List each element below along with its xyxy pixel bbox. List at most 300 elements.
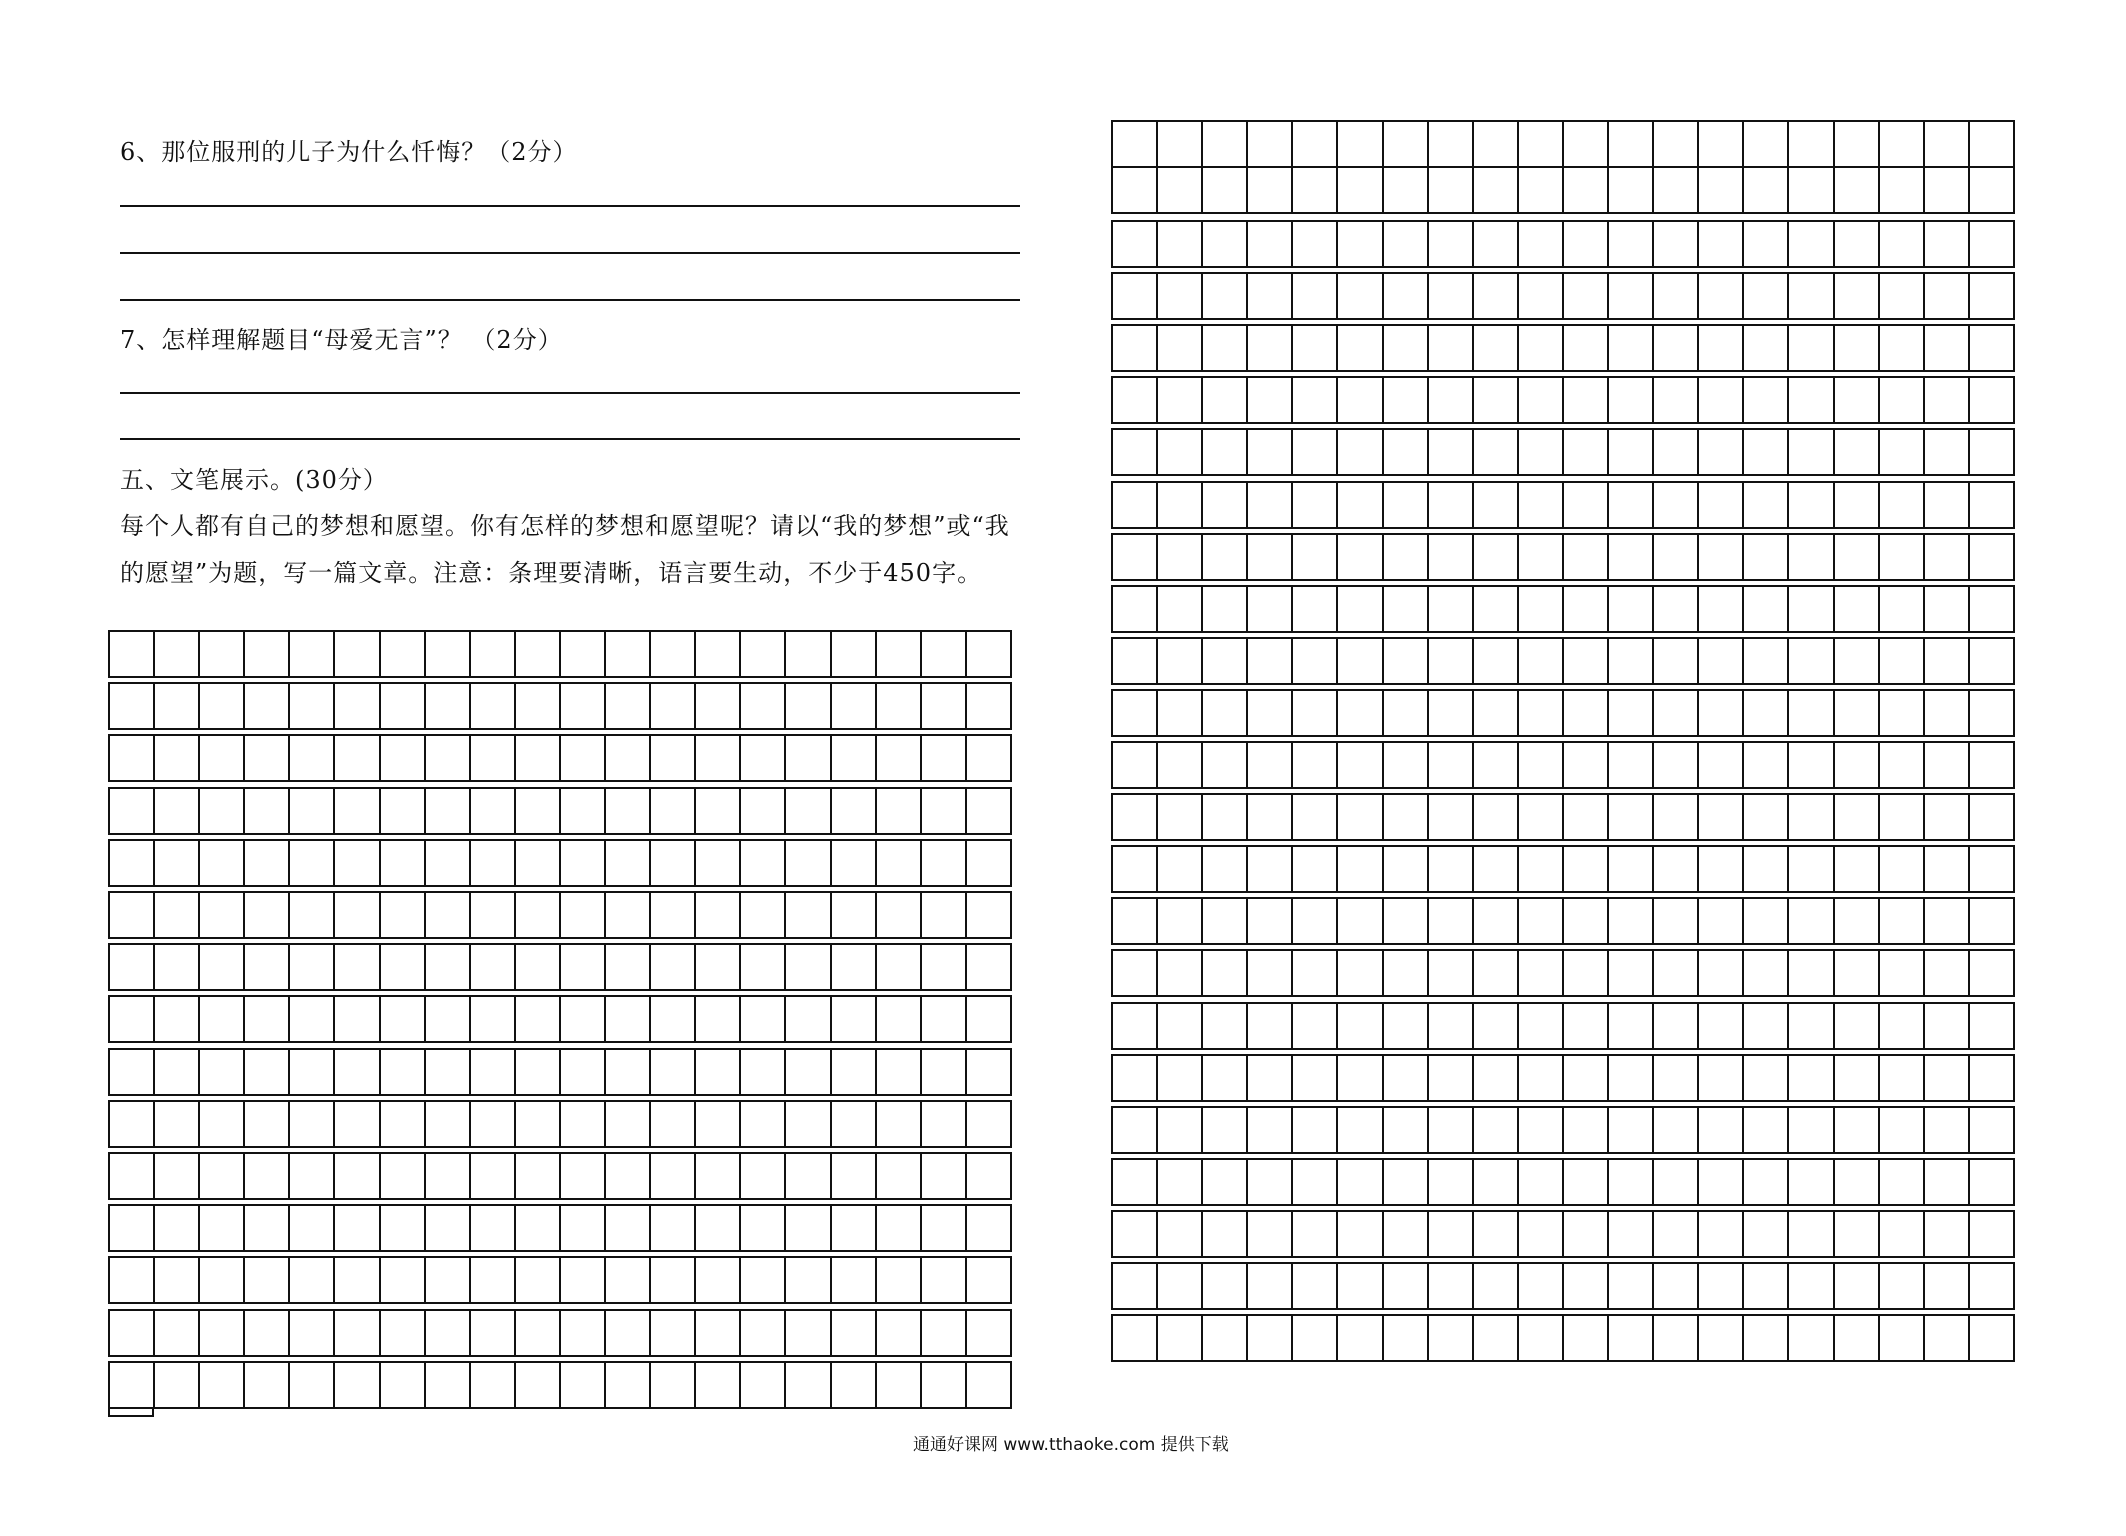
grid-cell[interactable] [1699, 222, 1744, 266]
grid-cell[interactable] [561, 1258, 606, 1302]
grid-cell[interactable] [741, 893, 786, 937]
grid-cell[interactable] [155, 841, 200, 885]
grid-cell[interactable] [155, 1102, 200, 1146]
grid-cell[interactable] [1293, 743, 1338, 787]
grid-cell[interactable] [1158, 222, 1203, 266]
grid-cell[interactable] [1158, 639, 1203, 683]
grid-cell[interactable] [1384, 587, 1429, 631]
grid-cell[interactable] [335, 1050, 380, 1094]
grid-cell[interactable] [1429, 899, 1474, 943]
grid-cell[interactable] [1519, 326, 1564, 370]
grid-cell[interactable] [967, 1102, 1012, 1146]
grid-cell[interactable] [1835, 483, 1880, 527]
grid-cell[interactable] [786, 632, 831, 676]
grid-cell[interactable] [335, 893, 380, 937]
grid-cell[interactable] [1293, 1316, 1338, 1360]
grid-cell[interactable] [1474, 1056, 1519, 1100]
grid-cell[interactable] [426, 1154, 471, 1198]
grid-cell[interactable] [1338, 1212, 1383, 1256]
grid-cell[interactable] [110, 1258, 155, 1302]
grid-cell[interactable] [1474, 1160, 1519, 1204]
grid-cell[interactable] [1158, 587, 1203, 631]
grid-cell[interactable] [922, 1311, 967, 1355]
grid-cell[interactable] [1654, 1004, 1699, 1048]
grid-cell[interactable] [1609, 795, 1654, 839]
grid-cell[interactable] [1970, 1004, 2015, 1048]
grid-cell[interactable] [1925, 639, 1970, 683]
grid-cell[interactable] [1384, 168, 1429, 212]
grid-cell[interactable] [290, 1102, 335, 1146]
grid-cell[interactable] [245, 1050, 290, 1094]
grid-cell[interactable] [110, 1206, 155, 1250]
grid-cell[interactable] [967, 893, 1012, 937]
grid-cell[interactable] [606, 684, 651, 728]
grid-cell[interactable] [155, 632, 200, 676]
grid-cell[interactable] [1384, 378, 1429, 422]
grid-cell[interactable] [1474, 483, 1519, 527]
grid-cell[interactable] [1564, 1212, 1609, 1256]
grid-cell[interactable] [1699, 483, 1744, 527]
grid-cell[interactable] [516, 1258, 561, 1302]
grid-cell[interactable] [832, 841, 877, 885]
grid-cell[interactable] [1384, 639, 1429, 683]
grid-cell[interactable] [245, 1206, 290, 1250]
grid-cell[interactable] [1925, 222, 1970, 266]
grid-cell[interactable] [877, 1258, 922, 1302]
grid-cell[interactable] [1293, 483, 1338, 527]
grid-cell[interactable] [1925, 795, 1970, 839]
grid-cell[interactable] [1564, 274, 1609, 318]
grid-cell[interactable] [1384, 122, 1429, 166]
grid-cell[interactable] [1429, 430, 1474, 474]
grid-cell[interactable] [1158, 1056, 1203, 1100]
grid-cell[interactable] [290, 632, 335, 676]
grid-cell[interactable] [1248, 1264, 1293, 1308]
grid-cell[interactable] [1835, 326, 1880, 370]
grid-cell[interactable] [741, 789, 786, 833]
grid-cell[interactable] [1835, 168, 1880, 212]
grid-cell[interactable] [1654, 222, 1699, 266]
grid-cell[interactable] [1203, 430, 1248, 474]
grid-cell[interactable] [561, 997, 606, 1041]
grid-cell[interactable] [516, 997, 561, 1041]
grid-cell[interactable] [1699, 535, 1744, 579]
grid-cell[interactable] [1429, 795, 1474, 839]
grid-cell[interactable] [1744, 1108, 1789, 1152]
grid-cell[interactable] [1384, 326, 1429, 370]
grid-cell[interactable] [651, 1206, 696, 1250]
grid-cell[interactable] [1835, 1004, 1880, 1048]
grid-cell[interactable] [1744, 847, 1789, 891]
grid-cell[interactable] [1744, 274, 1789, 318]
grid-cell[interactable] [1835, 535, 1880, 579]
grid-cell[interactable] [1970, 1108, 2015, 1152]
grid-cell[interactable] [1609, 1004, 1654, 1048]
grid-cell[interactable] [1338, 899, 1383, 943]
grid-cell[interactable] [1338, 847, 1383, 891]
grid-cell[interactable] [1699, 168, 1744, 212]
grid-cell[interactable] [155, 1258, 200, 1302]
grid-cell[interactable] [290, 997, 335, 1041]
grid-cell[interactable] [1699, 1316, 1744, 1360]
grid-cell[interactable] [1654, 483, 1699, 527]
grid-cell[interactable] [1519, 1004, 1564, 1048]
grid-cell[interactable] [1519, 691, 1564, 735]
grid-cell[interactable] [606, 789, 651, 833]
grid-cell[interactable] [1474, 1108, 1519, 1152]
grid-cell[interactable] [1519, 430, 1564, 474]
grid-cell[interactable] [381, 1102, 426, 1146]
grid-cell[interactable] [335, 1102, 380, 1146]
grid-cell[interactable] [1384, 847, 1429, 891]
grid-cell[interactable] [1203, 639, 1248, 683]
grid-cell[interactable] [1474, 899, 1519, 943]
grid-cell[interactable] [1564, 1160, 1609, 1204]
grid-cell[interactable] [1519, 378, 1564, 422]
grid-cell[interactable] [335, 945, 380, 989]
grid-cell[interactable] [1789, 1056, 1834, 1100]
grid-cell[interactable] [922, 1050, 967, 1094]
grid-cell[interactable] [108, 1407, 154, 1417]
grid-cell[interactable] [290, 1311, 335, 1355]
grid-cell[interactable] [1474, 274, 1519, 318]
grid-cell[interactable] [1338, 1056, 1383, 1100]
grid-cell[interactable] [1970, 326, 2015, 370]
grid-cell[interactable] [471, 632, 516, 676]
grid-cell[interactable] [967, 632, 1012, 676]
grid-cell[interactable] [1835, 378, 1880, 422]
grid-cell[interactable] [1474, 1316, 1519, 1360]
grid-cell[interactable] [1880, 1264, 1925, 1308]
answer-line[interactable] [120, 392, 1020, 394]
grid-cell[interactable] [1654, 535, 1699, 579]
grid-cell[interactable] [471, 841, 516, 885]
grid-cell[interactable] [1158, 326, 1203, 370]
grid-cell[interactable] [922, 945, 967, 989]
grid-cell[interactable] [1203, 378, 1248, 422]
grid-cell[interactable] [1429, 1108, 1474, 1152]
answer-line[interactable] [120, 438, 1020, 440]
grid-cell[interactable] [1654, 951, 1699, 995]
grid-cell[interactable] [741, 1154, 786, 1198]
grid-cell[interactable] [426, 841, 471, 885]
answer-line[interactable] [120, 252, 1020, 254]
grid-cell[interactable] [651, 997, 696, 1041]
grid-cell[interactable] [1925, 168, 1970, 212]
grid-cell[interactable] [1474, 951, 1519, 995]
grid-cell[interactable] [1609, 1316, 1654, 1360]
grid-cell[interactable] [832, 1102, 877, 1146]
grid-cell[interactable] [1474, 1264, 1519, 1308]
grid-cell[interactable] [561, 841, 606, 885]
grid-cell[interactable] [155, 789, 200, 833]
grid-cell[interactable] [110, 789, 155, 833]
grid-cell[interactable] [245, 1258, 290, 1302]
grid-cell[interactable] [1248, 1212, 1293, 1256]
grid-cell[interactable] [1384, 795, 1429, 839]
grid-cell[interactable] [335, 1258, 380, 1302]
grid-cell[interactable] [1429, 587, 1474, 631]
grid-cell[interactable] [1925, 951, 1970, 995]
grid-cell[interactable] [1113, 168, 1158, 212]
grid-cell[interactable] [1654, 274, 1699, 318]
grid-cell[interactable] [1474, 847, 1519, 891]
grid-cell[interactable] [1203, 1056, 1248, 1100]
grid-cell[interactable] [1338, 535, 1383, 579]
grid-cell[interactable] [1835, 222, 1880, 266]
grid-cell[interactable] [1113, 951, 1158, 995]
grid-cell[interactable] [516, 945, 561, 989]
grid-cell[interactable] [1293, 1004, 1338, 1048]
grid-cell[interactable] [1744, 122, 1789, 166]
grid-cell[interactable] [471, 893, 516, 937]
grid-cell[interactable] [1835, 274, 1880, 318]
grid-cell[interactable] [1789, 1160, 1834, 1204]
grid-cell[interactable] [1925, 1212, 1970, 1256]
grid-cell[interactable] [1203, 587, 1248, 631]
grid-cell[interactable] [1293, 1212, 1338, 1256]
grid-cell[interactable] [1699, 274, 1744, 318]
grid-cell[interactable] [1203, 1004, 1248, 1048]
grid-cell[interactable] [1203, 274, 1248, 318]
grid-cell[interactable] [561, 1363, 606, 1407]
grid-cell[interactable] [741, 945, 786, 989]
grid-cell[interactable] [1158, 1264, 1203, 1308]
grid-cell[interactable] [1519, 122, 1564, 166]
grid-cell[interactable] [335, 632, 380, 676]
grid-cell[interactable] [290, 1363, 335, 1407]
grid-cell[interactable] [1699, 847, 1744, 891]
grid-cell[interactable] [967, 1258, 1012, 1302]
grid-cell[interactable] [110, 632, 155, 676]
grid-cell[interactable] [832, 1206, 877, 1250]
grid-cell[interactable] [1248, 743, 1293, 787]
grid-cell[interactable] [1384, 1056, 1429, 1100]
grid-cell[interactable] [1880, 743, 1925, 787]
grid-cell[interactable] [155, 1363, 200, 1407]
grid-cell[interactable] [651, 632, 696, 676]
grid-cell[interactable] [1789, 639, 1834, 683]
grid-cell[interactable] [1519, 274, 1564, 318]
grid-cell[interactable] [1248, 326, 1293, 370]
grid-cell[interactable] [1338, 274, 1383, 318]
grid-cell[interactable] [1338, 1264, 1383, 1308]
grid-cell[interactable] [426, 684, 471, 728]
grid-cell[interactable] [1338, 691, 1383, 735]
grid-cell[interactable] [1564, 168, 1609, 212]
grid-cell[interactable] [696, 841, 741, 885]
grid-cell[interactable] [967, 684, 1012, 728]
grid-cell[interactable] [1338, 1108, 1383, 1152]
grid-cell[interactable] [832, 1363, 877, 1407]
grid-cell[interactable] [1654, 639, 1699, 683]
grid-cell[interactable] [1609, 847, 1654, 891]
grid-cell[interactable] [335, 736, 380, 780]
grid-cell[interactable] [1925, 691, 1970, 735]
grid-cell[interactable] [922, 893, 967, 937]
grid-cell[interactable] [200, 684, 245, 728]
grid-cell[interactable] [1564, 430, 1609, 474]
grid-cell[interactable] [1429, 326, 1474, 370]
grid-cell[interactable] [1880, 274, 1925, 318]
grid-cell[interactable] [1384, 1316, 1429, 1360]
grid-cell[interactable] [1609, 743, 1654, 787]
grid-cell[interactable] [877, 945, 922, 989]
grid-cell[interactable] [877, 997, 922, 1041]
grid-cell[interactable] [1880, 1212, 1925, 1256]
grid-cell[interactable] [381, 1258, 426, 1302]
grid-cell[interactable] [200, 789, 245, 833]
grid-cell[interactable] [245, 1102, 290, 1146]
grid-cell[interactable] [606, 945, 651, 989]
grid-cell[interactable] [1429, 122, 1474, 166]
grid-cell[interactable] [1429, 222, 1474, 266]
grid-cell[interactable] [1970, 168, 2015, 212]
grid-cell[interactable] [922, 1258, 967, 1302]
grid-cell[interactable] [1429, 274, 1474, 318]
grid-cell[interactable] [1474, 1004, 1519, 1048]
grid-cell[interactable] [1158, 1108, 1203, 1152]
grid-cell[interactable] [1203, 1264, 1248, 1308]
grid-cell[interactable] [561, 632, 606, 676]
grid-cell[interactable] [877, 1154, 922, 1198]
grid-cell[interactable] [1203, 1316, 1248, 1360]
grid-cell[interactable] [245, 997, 290, 1041]
grid-cell[interactable] [1880, 222, 1925, 266]
grid-cell[interactable] [516, 1154, 561, 1198]
grid-cell[interactable] [1203, 847, 1248, 891]
grid-cell[interactable] [290, 789, 335, 833]
grid-cell[interactable] [1158, 168, 1203, 212]
grid-cell[interactable] [922, 1102, 967, 1146]
grid-cell[interactable] [1519, 168, 1564, 212]
grid-cell[interactable] [1835, 430, 1880, 474]
grid-cell[interactable] [741, 1206, 786, 1250]
grid-cell[interactable] [1789, 430, 1834, 474]
grid-cell[interactable] [606, 841, 651, 885]
grid-cell[interactable] [1158, 483, 1203, 527]
grid-cell[interactable] [1744, 743, 1789, 787]
grid-cell[interactable] [1338, 1004, 1383, 1048]
grid-cell[interactable] [1880, 378, 1925, 422]
grid-cell[interactable] [1564, 378, 1609, 422]
grid-cell[interactable] [1835, 691, 1880, 735]
grid-cell[interactable] [1835, 587, 1880, 631]
grid-cell[interactable] [832, 789, 877, 833]
grid-cell[interactable] [1203, 535, 1248, 579]
grid-cell[interactable] [1384, 274, 1429, 318]
grid-cell[interactable] [561, 1050, 606, 1094]
grid-cell[interactable] [1564, 795, 1609, 839]
grid-cell[interactable] [606, 1154, 651, 1198]
grid-cell[interactable] [335, 1154, 380, 1198]
grid-cell[interactable] [1654, 326, 1699, 370]
grid-cell[interactable] [1609, 168, 1654, 212]
grid-cell[interactable] [290, 945, 335, 989]
grid-cell[interactable] [1474, 587, 1519, 631]
grid-cell[interactable] [1699, 639, 1744, 683]
grid-cell[interactable] [381, 736, 426, 780]
grid-cell[interactable] [1113, 899, 1158, 943]
grid-cell[interactable] [561, 945, 606, 989]
grid-cell[interactable] [1564, 483, 1609, 527]
grid-cell[interactable] [1474, 326, 1519, 370]
grid-cell[interactable] [1789, 483, 1834, 527]
grid-cell[interactable] [1609, 587, 1654, 631]
grid-cell[interactable] [426, 736, 471, 780]
grid-cell[interactable] [1835, 1264, 1880, 1308]
grid-cell[interactable] [832, 1154, 877, 1198]
grid-cell[interactable] [1744, 691, 1789, 735]
grid-cell[interactable] [1880, 639, 1925, 683]
grid-cell[interactable] [741, 1102, 786, 1146]
grid-cell[interactable] [922, 789, 967, 833]
grid-cell[interactable] [1654, 1056, 1699, 1100]
grid-cell[interactable] [606, 632, 651, 676]
grid-cell[interactable] [471, 1206, 516, 1250]
grid-cell[interactable] [200, 1363, 245, 1407]
grid-cell[interactable] [696, 945, 741, 989]
grid-cell[interactable] [1880, 1056, 1925, 1100]
grid-cell[interactable] [1338, 222, 1383, 266]
grid-cell[interactable] [1248, 1316, 1293, 1360]
grid-cell[interactable] [1970, 1316, 2015, 1360]
grid-cell[interactable] [335, 1363, 380, 1407]
grid-cell[interactable] [1925, 1160, 1970, 1204]
grid-cell[interactable] [290, 1258, 335, 1302]
grid-cell[interactable] [651, 1311, 696, 1355]
grid-cell[interactable] [1699, 1004, 1744, 1048]
grid-cell[interactable] [1384, 951, 1429, 995]
grid-cell[interactable] [1789, 691, 1834, 735]
grid-cell[interactable] [155, 736, 200, 780]
grid-cell[interactable] [1158, 847, 1203, 891]
grid-cell[interactable] [1203, 1160, 1248, 1204]
grid-cell[interactable] [1338, 587, 1383, 631]
grid-cell[interactable] [1158, 1212, 1203, 1256]
grid-cell[interactable] [200, 945, 245, 989]
grid-cell[interactable] [1338, 743, 1383, 787]
grid-cell[interactable] [1744, 535, 1789, 579]
grid-cell[interactable] [1113, 378, 1158, 422]
grid-cell[interactable] [1113, 1108, 1158, 1152]
grid-cell[interactable] [1338, 483, 1383, 527]
grid-cell[interactable] [1203, 222, 1248, 266]
grid-cell[interactable] [1699, 430, 1744, 474]
grid-cell[interactable] [967, 1154, 1012, 1198]
grid-cell[interactable] [381, 945, 426, 989]
grid-cell[interactable] [245, 1363, 290, 1407]
grid-cell[interactable] [922, 632, 967, 676]
grid-cell[interactable] [1970, 378, 2015, 422]
grid-cell[interactable] [1925, 899, 1970, 943]
grid-cell[interactable] [426, 1102, 471, 1146]
grid-cell[interactable] [1970, 430, 2015, 474]
grid-cell[interactable] [1699, 1212, 1744, 1256]
grid-cell[interactable] [1474, 1212, 1519, 1256]
grid-cell[interactable] [1835, 743, 1880, 787]
grid-cell[interactable] [922, 997, 967, 1041]
grid-cell[interactable] [1158, 378, 1203, 422]
grid-cell[interactable] [877, 893, 922, 937]
grid-cell[interactable] [786, 736, 831, 780]
grid-cell[interactable] [1564, 899, 1609, 943]
grid-cell[interactable] [290, 893, 335, 937]
grid-cell[interactable] [426, 945, 471, 989]
grid-cell[interactable] [877, 632, 922, 676]
grid-cell[interactable] [1519, 1264, 1564, 1308]
grid-cell[interactable] [1338, 639, 1383, 683]
